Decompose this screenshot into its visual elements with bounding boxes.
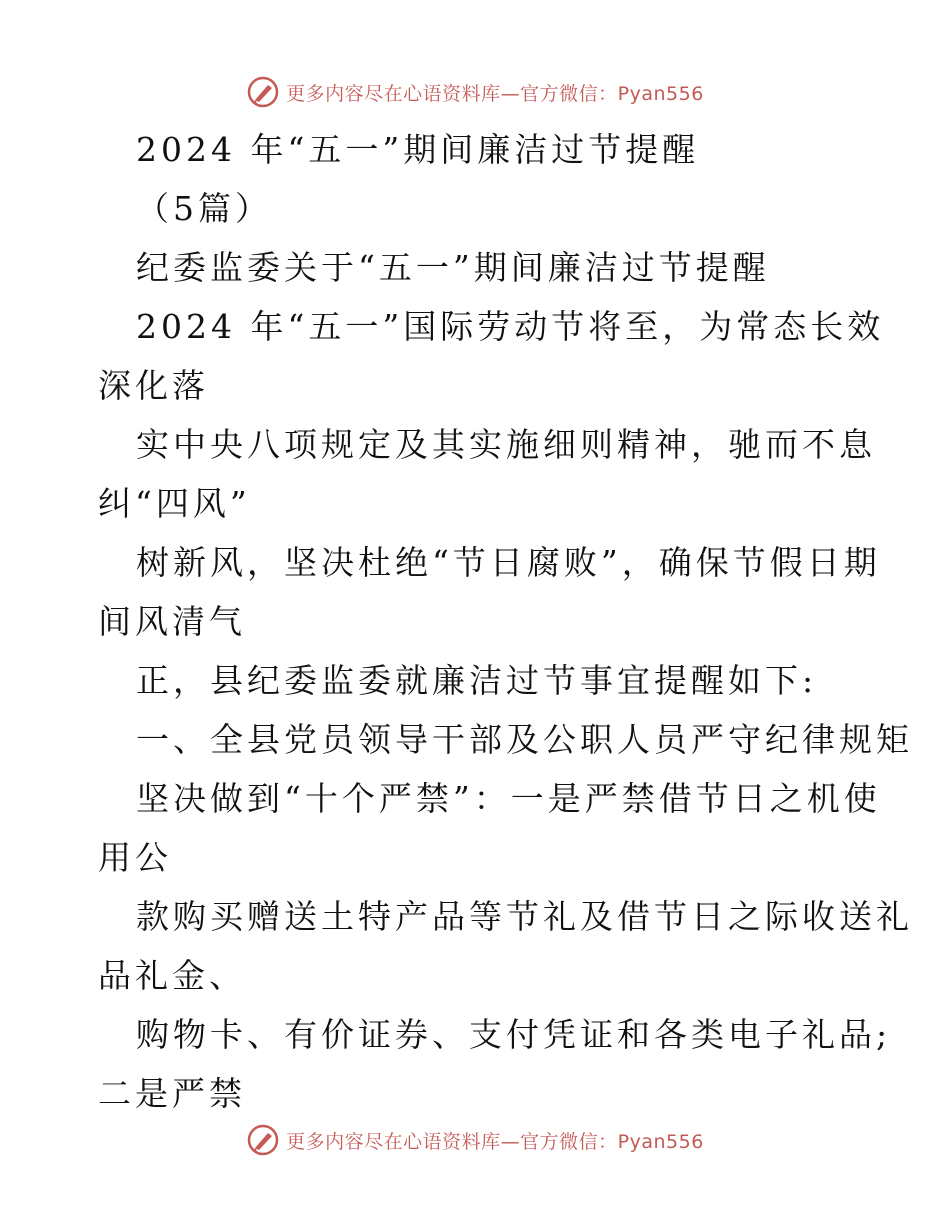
text-line: 实中央八项规定及其实施细则精神，驰而不息 [136, 425, 876, 464]
pen-logo-icon [246, 1123, 280, 1157]
pen-logo-icon [246, 75, 280, 109]
text-line: 款购买赠送土特产品等节礼及借节日之际收送礼 [136, 897, 913, 936]
text-line: 品礼金、 [98, 956, 246, 995]
header-watermark [0, 72, 950, 112]
text-line: 间风清气 [98, 602, 246, 641]
text-line: （5篇） [136, 189, 272, 228]
text-line: 一、全县党员领导干部及公职人员严守纪律规矩 [136, 720, 913, 759]
text-line: 2024 年“五一”国际劳动节将至，为常态长效 [136, 307, 885, 346]
text-line: 2024 年“五一”期间廉洁过节提醒 [136, 130, 700, 169]
text-line: 用公 [98, 838, 172, 877]
watermark-text: 更多内容尽在心语资料库—官方微信：Pyan556 [286, 1130, 704, 1153]
text-line: 购物卡、有价证券、支付凭证和各类电子礼品; [136, 1015, 892, 1054]
text-line: 深化落 [98, 366, 209, 405]
footer-watermark [0, 1120, 950, 1160]
text-line: 纠“四风” [98, 484, 251, 523]
watermark-text: 更多内容尽在心语资料库—官方微信：Pyan556 [286, 82, 704, 105]
text-line: 纪委监委关于“五一”期间廉洁过节提醒 [136, 248, 770, 287]
document-body [98, 120, 913, 1123]
text-line: 树新风，坚决杜绝“节日腐败”，确保节假日期 [136, 543, 881, 582]
text-line: 二是严禁 [98, 1074, 246, 1113]
text-line: 正，县纪委监委就廉洁过节事宜提醒如下: [136, 661, 818, 700]
text-line: 坚决做到“十个严禁”：一是严禁借节日之机使 [136, 779, 881, 818]
